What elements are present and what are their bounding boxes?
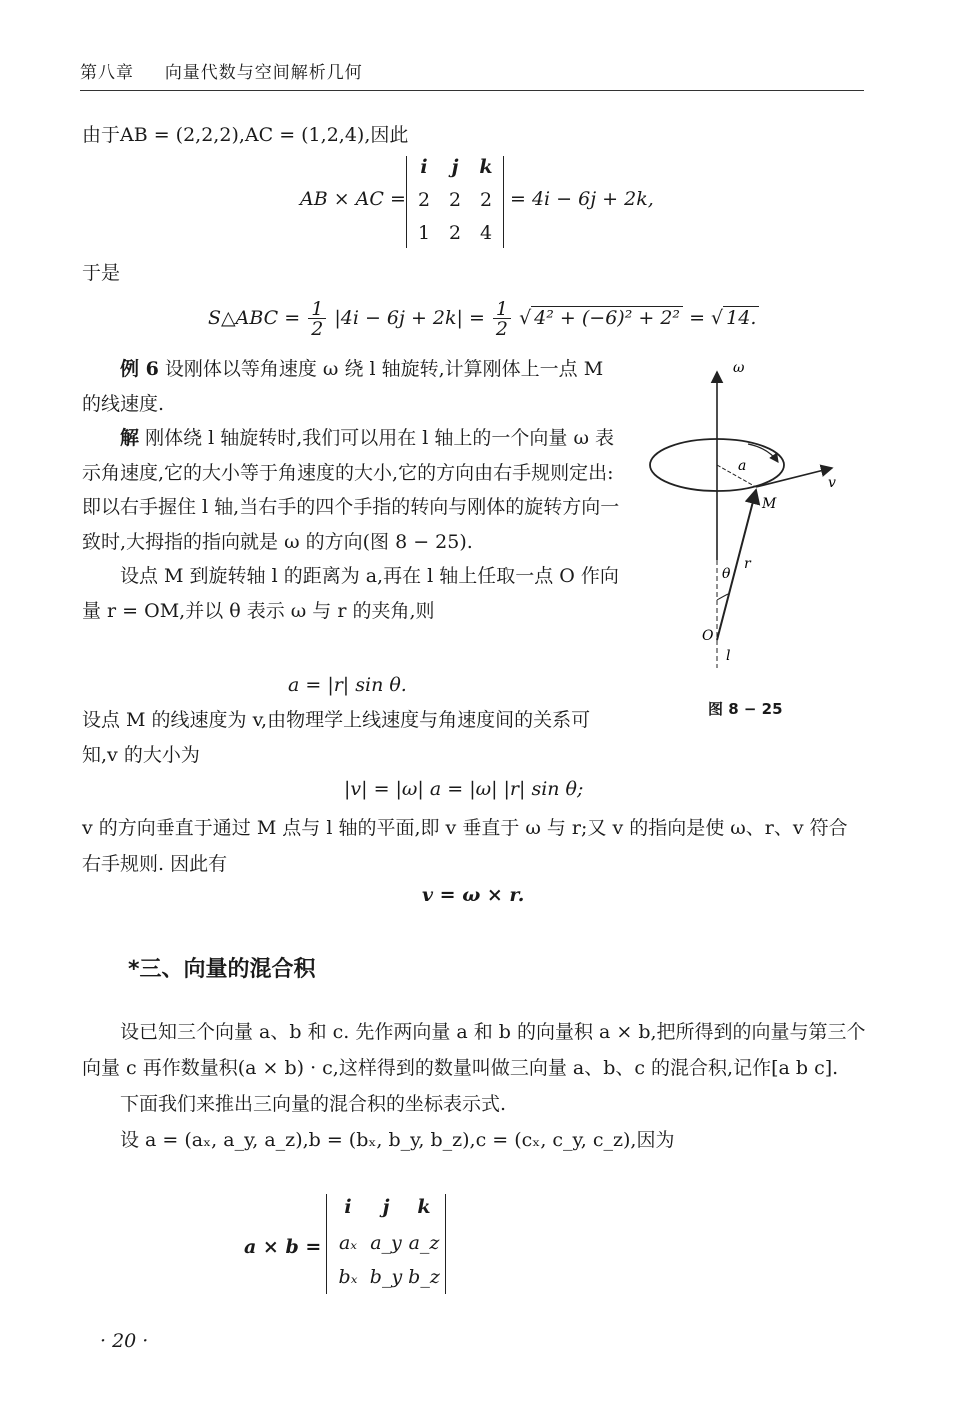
determinant-1 <box>406 156 504 248</box>
solution-label: 解 <box>120 427 140 449</box>
det1-cell: 2 <box>448 189 462 211</box>
area-mid: |4i − 6j + 2k| = <box>334 307 485 329</box>
theta-arc <box>717 594 728 600</box>
solution-body: 刚体绕 l 轴旋转时,我们可以用在 l 轴上的一个向量 ω 表示角速度,它的大小等于角速度的大小,它的方向由右手规则定出:即以右手握住 l 轴,当右手的四个手指的转向与刚体的旋转方向一致时,大拇指的指向就是 ω 的方向(图 8 − 25). <box>82 427 620 553</box>
det1-cell: 2 <box>479 189 493 211</box>
radius-a <box>717 465 756 487</box>
label-v: v <box>828 475 836 491</box>
label-l: l <box>726 648 731 664</box>
intro-line: 由于AB = (2,2,2),AC = (1,2,4),因此 <box>82 124 409 146</box>
area-lhs: S△ABC = <box>208 307 301 329</box>
label-O: O <box>702 628 714 644</box>
equation-v-cross: v = ω × r. <box>422 884 525 906</box>
example-6-text <box>82 352 622 628</box>
sqrt-expression: 4² + (−6)² + 2² <box>531 306 683 329</box>
det1-cell: 2 <box>448 222 462 244</box>
section-body <box>82 1014 866 1158</box>
equation-v-magnitude: |v| = |ω| a = |ω| |r| sin θ; <box>344 778 584 800</box>
mixed-product-definition: 设已知三个向量 a、b 和 c. 先作两向量 a 和 b 的向量积 a × b,把所得到的向量与第三个向量 c 再作数量积(a × b) · c,这样得到的数量叫做三向量 a、b、c 的混合积,记作[a b c]. <box>82 1021 866 1079</box>
det2-cell: bₓ <box>338 1266 358 1288</box>
label-a: a <box>738 458 747 474</box>
sqrt-14: 14. <box>723 306 759 329</box>
para-direction-text: v 的方向垂直于通过 M 点与 l 轴的平面,即 v 垂直于 ω 与 r;又 v 的指向是使 ω、r、v 符合右手规则. 因此有 <box>82 817 848 875</box>
label-M: M <box>762 496 777 512</box>
para-direction <box>82 810 866 882</box>
fraction-numerator: 1 <box>493 300 511 319</box>
header-rule <box>80 90 864 91</box>
sqrt-icon: √ <box>519 307 532 329</box>
example-label: 例 6 <box>120 358 159 380</box>
para-velocity <box>82 703 622 772</box>
det1-cell: 1 <box>417 222 431 244</box>
chapter-title: 向量代数与空间解析几何 <box>164 63 363 83</box>
fraction-denominator: 2 <box>311 317 324 340</box>
det2-cell: a_y <box>370 1232 402 1254</box>
running-header <box>80 58 864 83</box>
det2-cell: a_z <box>408 1232 440 1254</box>
label-omega: ω <box>733 360 745 376</box>
para-distance: 设点 M 到旋转轴 l 的距离为 a,再在 l 轴上任取一点 O 作向量 r = OM,并以 θ 表示 ω 与 r 的夹角,则 <box>82 565 619 622</box>
det1-cell: 2 <box>417 189 431 211</box>
area-formula <box>208 296 759 340</box>
fraction <box>308 297 326 340</box>
det2-cell: j <box>382 1196 390 1218</box>
det2-cell: b_y <box>369 1266 403 1288</box>
label-r: r <box>744 556 751 572</box>
equation-a: a = |r| sin θ. <box>288 674 407 696</box>
det1-cell: 4 <box>479 222 493 244</box>
figure-8-25 <box>640 350 870 680</box>
chapter-number: 第八章 <box>80 63 134 83</box>
section-title: *三、向量的混合积 <box>128 957 316 982</box>
derivation-intro: 下面我们来推出三向量的混合积的坐标表示式. <box>120 1093 507 1115</box>
figure-caption: 图 8 − 25 <box>708 700 783 718</box>
cross-rhs: = 4i − 6j + 2k, <box>510 188 654 210</box>
coordinates-line: 设 a = (aₓ, a_y, a_z),b = (bₓ, b_y, b_z),c = (cₓ, c_y, c_z),因为 <box>120 1129 675 1151</box>
axb-lhs: a × b = <box>244 1236 322 1258</box>
example-body: 设刚体以等角速度 ω 绕 l 轴旋转,计算刚体上一点 M 的线速度. <box>82 358 604 415</box>
fraction-numerator: 1 <box>308 300 326 319</box>
determinant-2 <box>326 1194 446 1294</box>
cross-lhs: AB × AC = <box>300 188 406 210</box>
then-line: 于是 <box>82 262 121 284</box>
page-number: · 20 · <box>100 1330 149 1352</box>
det2-cell: b_z <box>408 1266 440 1288</box>
fraction-denominator: 2 <box>495 317 509 340</box>
sqrt-icon: √ <box>711 307 724 329</box>
det1-cell: j <box>451 156 459 178</box>
det1-cell: k <box>479 156 493 178</box>
fraction <box>493 297 511 340</box>
para-velocity-text: 设点 M 的线速度为 v,由物理学上线速度与角速度间的关系可知,v 的大小为 <box>82 709 591 766</box>
det2-cell: i <box>344 1196 352 1218</box>
det2-cell: k <box>417 1196 431 1218</box>
v-vector <box>756 468 832 487</box>
label-theta: θ <box>722 566 731 582</box>
det2-cell: aₓ <box>338 1232 358 1254</box>
det1-cell: i <box>420 156 428 178</box>
area-equals: = <box>689 307 705 329</box>
